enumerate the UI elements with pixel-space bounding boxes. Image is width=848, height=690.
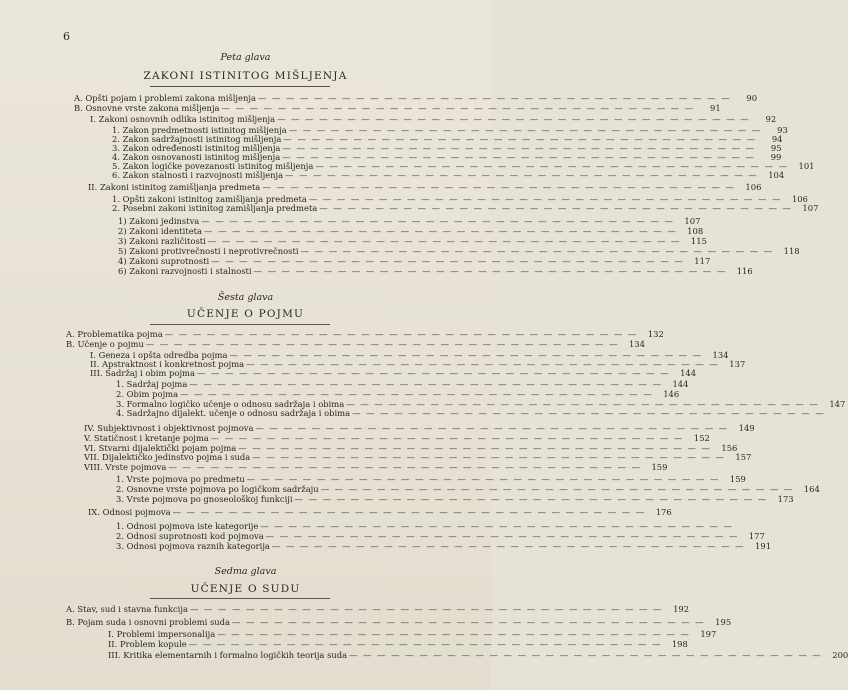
toc-entry-label: 1) Zakoni jedinstva	[118, 216, 200, 226]
leader-dots: — — — — — — — — — — — — — — — — — — — — — — — — — — — — — — — — — —	[238, 443, 712, 453]
leader-dots: — — — — — — — — — — — — — — — — — — — — — — — — — — — — — — — — — —	[196, 368, 671, 378]
toc-entry-page: 94	[771, 134, 783, 144]
toc-entry-label: 2. Posebni zakoni istinitog zamišljanja predmeta	[112, 203, 318, 213]
toc-entry-label: A. Opšti pojam i problemi zakona mišljenja	[74, 93, 256, 103]
leader-dots: — — — — — — — — — — — — — — — — — — — — — — — — — — — — — — — — — —	[271, 541, 746, 551]
toc-entry-page: 107	[802, 203, 819, 213]
toc-entry-page: 104	[768, 170, 785, 180]
toc-entry-label: 1. Opšti zakoni istinitog zamišljanja predmeta	[112, 194, 307, 204]
leader-dots: — — — — — — — — — — — — — — — — — — — — — — — — — — — — — — — — — —	[265, 531, 739, 541]
toc-entry-page: 192	[673, 604, 690, 614]
toc-entry	[116, 379, 689, 389]
leader-dots: — — — — — — — — — — — — — — — — — — — — — — — — — — — — — — — — — —	[253, 266, 727, 276]
toc-entry-label: 3. Vrste pojmova po gnoseološkoj funkciji	[116, 494, 293, 504]
toc-entry-page: 200	[832, 650, 848, 660]
toc-entry	[88, 507, 672, 517]
toc-entry-page: 106	[745, 182, 762, 192]
leader-dots: — — — — — — — — — — — — — — — — — — — — — — — — — — — — — — — — — —	[168, 462, 642, 472]
leader-dots: — — — — — — — — — — — — — — — — — — — — — — — — — — — — — — — — — —	[246, 359, 720, 369]
toc-entry	[84, 433, 710, 443]
toc-entry	[116, 408, 826, 418]
toc-entry-page: 91	[709, 103, 721, 113]
toc-entry-page: 92	[765, 114, 777, 124]
leader-dots: — — — — — — — — — — — — — — — — — — — — — — — — — — — — — — — — — —	[180, 389, 654, 399]
leader-dots: — — — — — — — — — — — — — — — — — — — — — — — — — — — — — — — — — —	[188, 639, 662, 649]
toc-entry-label: B. Pojam suda i osnovni problemi suda	[66, 617, 231, 627]
toc-entry-label: 6) Zakoni razvojnosti i stalnosti	[118, 266, 252, 276]
leader-dots: — — — — — — — — — — — — — — — — — — — — — — — — — — — — — — — — — —	[221, 103, 695, 113]
page-number: 6	[63, 30, 70, 43]
toc-entry-label: B. Osnovne vrste zakona mišljenja	[74, 103, 220, 113]
toc-entry	[116, 494, 794, 504]
toc-entry-label: V. Statičnost i kretanje pojma	[84, 433, 209, 443]
toc-entry-label: I. Problemi impersonalija	[108, 629, 216, 639]
leader-dots: — — — — — — — — — — — — — — — — — — — — — — — — — — — — — — — — — —	[285, 170, 759, 180]
toc-entry-label: IX. Odnosi pojmova	[88, 507, 171, 517]
toc-entry-label: I. Geneza i opšta odredba pojma	[90, 350, 228, 360]
leader-dots: — — — — — — — — — — — — — — — — — — — — — — — — — — — — — — — — — —	[211, 256, 685, 266]
toc-entry	[90, 114, 777, 124]
toc-entry-page: 164	[803, 484, 820, 494]
toc-entry-page: 116	[736, 266, 753, 276]
toc-entry	[84, 452, 752, 462]
leader-dots: — — — — — — — — — — — — — — — — — — — — — — — — — — — — — — — — — —	[255, 423, 729, 433]
toc-entry-page: 132	[647, 329, 664, 339]
toc-entry-label: 3. Formalno logičko učenje o odnosu sadržaja i obima	[116, 399, 345, 409]
toc-entry-label: 3. Odnosi pojmova raznih kategorija	[116, 541, 270, 551]
toc-entry-label: 1. Odnosi pojmova iste kategorije	[116, 521, 259, 531]
toc-entry	[116, 531, 765, 541]
toc-entry	[66, 339, 645, 349]
toc-entry-label: IV. Subjektivnost i objektivnost pojmova	[84, 423, 254, 433]
toc-entry-page: 90	[746, 93, 758, 103]
leader-dots: — — — — — — — — — — — — — — — — — — — — — — — — — — — — — — — — — —	[283, 134, 757, 144]
leader-dots: — — — — — — — — — — — — — — — — — — — — — — — — — — — — — — — — — —	[204, 226, 678, 236]
toc-entry	[118, 256, 711, 266]
leader-dots: — — — — — — — — — — — — — — — — — — — — — — — — — — — — — — — — — —	[262, 182, 736, 192]
toc-entry-label: 5) Zakoni protivrečnosti i neprotivrečnosti	[118, 246, 299, 256]
toc-entry	[118, 226, 704, 236]
toc-entry-page: 115	[690, 236, 707, 246]
toc-entry-page: 134	[628, 339, 645, 349]
toc-entry-page: 198	[671, 639, 688, 649]
leader-dots: — — — — — — — — — — — — — — — — — — — — — — — — — — — — — — — — — —	[315, 161, 789, 171]
toc-entry-label: B. Učenje o pojmu	[66, 339, 144, 349]
toc-entry-page: 197	[700, 629, 717, 639]
toc-entry	[66, 329, 664, 339]
toc-entry-label: 6. Zakon stalnosti i razvojnosti mišljenja	[112, 170, 284, 180]
toc-entry-label: 3. Zakon određenosti istinitog mišljenja	[112, 143, 281, 153]
toc-entry-label: VIII. Vrste pojmova	[84, 462, 167, 472]
toc-entry	[108, 639, 688, 649]
toc-entry	[90, 368, 697, 378]
leader-dots: — — — — — — — — — — — — — — — — — — — — — — — — — — — — — — — — — —	[252, 452, 726, 462]
toc-entry	[66, 604, 690, 614]
toc-entry-page: 146	[663, 389, 680, 399]
toc-entry-label: 3) Zakoni različitosti	[118, 236, 206, 246]
leader-dots: — — — — — — — — — — — — — — — — — — — — — — — — — — — — — — — — — —	[164, 329, 638, 339]
toc-entry-page: 149	[738, 423, 755, 433]
chapter-label-7: Sedma glava	[214, 566, 277, 577]
toc-entry	[84, 423, 755, 433]
toc-entry	[116, 484, 820, 494]
toc-entry-page: 173	[777, 494, 794, 504]
toc-entry	[116, 474, 746, 484]
toc-entry	[118, 246, 800, 256]
leader-dots: — — — — — — — — — — — — — — — — — — — — — — — — — — — — — — — — — —	[349, 650, 823, 660]
toc-entry-label: II. Problem kopule	[108, 639, 187, 649]
toc-entry	[112, 170, 785, 180]
toc-entry-label: 1. Sadržaj pojma	[116, 379, 188, 389]
toc-entry	[116, 541, 772, 551]
leader-dots: — — — — — — — — — — — — — — — — — — — — — — — — — — — — — — — — — —	[319, 203, 793, 213]
chapter-title-5: ZAKONI ISTINITOG MIŠLJENJA	[143, 70, 348, 82]
leader-dots: — — — — — — — — — — — — — — — — — — — — — — — — — — — — — — — — — —	[257, 93, 732, 103]
toc-entry-label: A. Stav, sud i stavna funkcija	[66, 604, 188, 614]
toc-entry-page: 101	[798, 161, 815, 171]
title-rule	[150, 324, 330, 325]
toc-entry-label: A. Problematika pojma	[66, 329, 163, 339]
leader-dots: — — — — — — — — — — — — — — — — — — — — — — — — — — — — — — — — — —	[210, 433, 684, 443]
leader-dots: — — — — — — — — — — — — — — — — — — — — — — — — — — — — — — — — — —	[246, 474, 720, 484]
leader-dots: — — — — — — — — — — — — — — — — — — — — — — — — — — — — — — — — — —	[282, 143, 756, 153]
chapter-title-7: UČENJE O SUDU	[190, 583, 301, 595]
leader-dots: — — — — — — — — — — — — — — — — — — — — — — — — — — — — — — — — — —	[189, 379, 663, 389]
toc-entry-label: II. Zakoni istinitog zamišljanja predmeta	[88, 182, 261, 192]
toc-entry-page: 108	[687, 226, 704, 236]
toc-entry-page: 159	[651, 462, 668, 472]
toc-entry-page: 144	[680, 368, 697, 378]
toc-entry-page: 147	[829, 399, 846, 409]
toc-entry	[108, 629, 717, 639]
title-rule	[150, 598, 330, 599]
toc-entry	[118, 266, 753, 276]
toc-entry	[112, 203, 819, 213]
toc-entry	[74, 93, 758, 103]
toc-entry-label: 1. Zakon predmetnosti istinitog mišljenja	[112, 125, 287, 135]
toc-entry	[74, 103, 721, 113]
toc-entry-page: 137	[729, 359, 746, 369]
toc-entry-label: 2. Obim pojma	[116, 389, 179, 399]
leader-dots: — — — — — — — — — — — — — — — — — — — — — — — — — — — — — — — — — —	[217, 629, 691, 639]
toc-entry-label: I. Zakoni osnovnih odlika istinitog mišljenja	[90, 114, 276, 124]
toc-entry-label: 2. Zakon sadržajnosti istinitog mišljenja	[112, 134, 282, 144]
leader-dots: — — — — — — — — — — — — — — — — — — — — — — — — — — — — — — — — — —	[320, 484, 794, 494]
leader-dots: — — — — — — — — — — — — — — — — — — — — — — — — — — — — — — — — — —	[277, 114, 751, 124]
toc-entry-page: 144	[672, 379, 689, 389]
leader-dots: — — — — — — — — — — — — — — — — — — — — — — — — — — — — — — — — — —	[145, 339, 619, 349]
toc-entry-label: III. Kritika elementarnih i formalno logičkih teorija suda	[108, 650, 348, 660]
leader-dots: — — — — — — — — — — — — — — — — — — — — — — — — — — — — — — — — — —	[308, 194, 782, 204]
leader-dots: — — — — — — — — — — — — — — — — — — — — — — — — — — — — — — — — — —	[346, 399, 820, 409]
toc-entry	[84, 462, 668, 472]
toc-entry-label: 2. Osnovne vrste pojmova po logičkom sadržaju	[116, 484, 319, 494]
toc-entry-label: III. Sadržaj i obim pojma	[90, 368, 195, 378]
toc-entry-label: 2) Zakoni identiteta	[118, 226, 203, 236]
toc-entry	[118, 216, 701, 226]
toc-entry-page: 177	[748, 531, 765, 541]
leader-dots: — — — — — — — — — — — — — — — — — — — — — — — — — — — — — — — — — —	[229, 350, 703, 360]
toc-entry	[66, 617, 732, 627]
leader-dots: — — — — — — — — — — — — — — — — — — — — — — — — — — — — — — — — — —	[300, 246, 774, 256]
toc-entry-page: 156	[721, 443, 738, 453]
toc-entry-page: 195	[715, 617, 732, 627]
toc-entry-label: 2. Odnosi suprotnosti kod pojmova	[116, 531, 264, 541]
leader-dots: — — — — — — — — — — — — — — — — — — — — — — — — — — — — — — — — — —	[288, 125, 762, 135]
chapter-title-6: UČENJE O POJMU	[186, 308, 305, 320]
leader-dots: — — — — — — — — — — — — — — — — — — — — — — — — — — — — — — — — — —	[201, 216, 675, 226]
toc-entry-label: 1. Vrste pojmova po predmetu	[116, 474, 245, 484]
toc-entry-page: 157	[735, 452, 752, 462]
toc-entry-label: VII. Dijalektičko jedinstvo pojma i suda	[84, 452, 251, 462]
toc-entry	[108, 650, 848, 660]
toc-entry-label: 4) Zakoni suprotnosti	[118, 256, 210, 266]
toc-entry-page: 106	[791, 194, 808, 204]
toc-entry-page: 159	[729, 474, 746, 484]
toc-entry-page: 118	[783, 246, 800, 256]
leader-dots: — — — — — — — — — — — — — — — — — — — — — — — — — — — — — — — — — —	[189, 604, 664, 614]
toc-entry-page: 152	[693, 433, 710, 443]
toc-entry-label: 4. Sadržajno dijalekt. učenje o odnosu sadržaja i obima	[116, 408, 351, 418]
toc-entry-page: 107	[684, 216, 701, 226]
leader-dots: — — — — — — — — — — — — — — — — — — — — — — — — — — — — — — — — — —	[260, 521, 734, 531]
toc-entry	[116, 389, 680, 399]
leader-dots: — — — — — — — — — — — — — — — — — — — — — — — — — — — — — — — — — —	[172, 507, 646, 517]
toc-entry-label: 5. Zakon logičke povezanosti istinitog mišljenja	[112, 161, 314, 171]
toc-entry-label: 4. Zakon osnovanosti istinitog mišljenja	[112, 152, 281, 162]
toc-entry-page: 191	[755, 541, 772, 551]
toc-entry	[118, 236, 707, 246]
toc-entry-page: 176	[655, 507, 672, 517]
toc-entry-page: 93	[777, 125, 788, 135]
toc-entry-page: 95	[770, 143, 782, 153]
leader-dots: — — — — — — — — — — — — — — — — — — — — — — — — — — — — — — — — — —	[207, 236, 681, 246]
toc-entry	[116, 521, 734, 531]
leader-dots: — — — — — — — — — — — — — — — — — — — — — — — — — — — — — — — — — —	[232, 617, 706, 627]
toc-entry-page: 117	[694, 256, 711, 266]
toc-entry-label: VI. Stvarni dijalektički pojam pojma	[84, 443, 237, 453]
chapter-label-6: Šesta glava	[217, 292, 274, 303]
chapter-label-5: Peta glava	[220, 52, 271, 63]
title-rule	[150, 86, 330, 87]
leader-dots: — — — — — — — — — — — — — — — — — — — — — — — — — — — — — — — — — —	[352, 408, 826, 418]
toc-entry-label: II. Apstraktnost i konkretnost pojma	[90, 359, 245, 369]
leader-dots: — — — — — — — — — — — — — — — — — — — — — — — — — — — — — — — — — —	[294, 494, 768, 504]
leader-dots: — — — — — — — — — — — — — — — — — — — — — — — — — — — — — — — — — —	[282, 152, 756, 162]
toc-entry-page: 134	[712, 350, 729, 360]
toc-entry	[88, 182, 762, 192]
toc-entry-page: 99	[770, 152, 782, 162]
